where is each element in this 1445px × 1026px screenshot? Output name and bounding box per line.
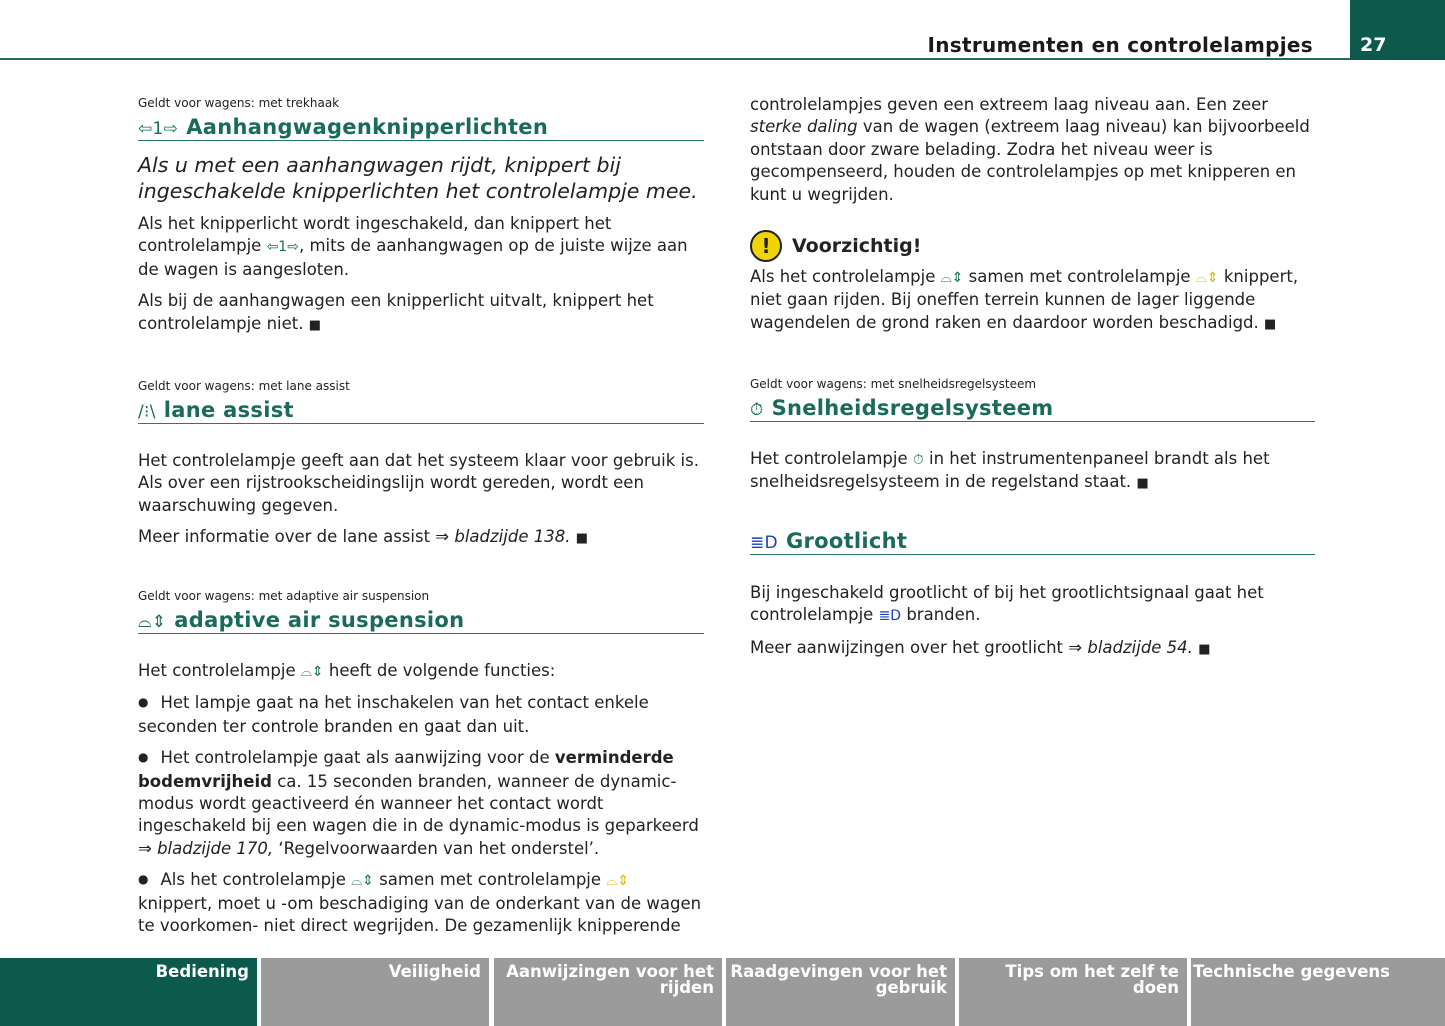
section-heading	[750, 529, 1315, 555]
section-heading	[138, 115, 704, 141]
lead-text: Als u met een aanhangwagen rijdt, knippert bij ingeschakelde knipperlichten het controlelampje mee.	[138, 153, 698, 203]
tab-tips-zelf-doen[interactable]: Tips om het zelf te doen	[959, 958, 1187, 1026]
high-beam-icon: ≣D	[750, 533, 778, 553]
page-link[interactable]: bladzijde 170,	[157, 838, 274, 858]
section-body	[138, 660, 704, 946]
end-mark: ■	[1198, 641, 1211, 657]
end-mark: ■	[1264, 316, 1277, 332]
warning-text: Als het controlelampje ⌓⇕ samen met controlelampje ⌓⇕ knippert, niet gaan rijden. Bij oneffen terrein kunnen de lager liggende wagendelen de grond raken en daardoor worden beschadigd. ■	[750, 267, 1299, 332]
end-mark: ■	[575, 531, 589, 547]
heading-text: Grootlicht	[785, 529, 908, 553]
high-beam-icon: ≣D	[878, 608, 902, 625]
tab-aanwijzingen-rijden[interactable]: Aanwijzingen voor het rijden	[494, 958, 722, 1026]
section-heading	[138, 608, 704, 634]
continued-text	[750, 94, 1316, 215]
page-link[interactable]: bladzijde 54.	[1087, 637, 1193, 657]
paragraph: Het controlelampje ⌓⇕ heeft de volgende functies:	[138, 661, 556, 680]
air-suspension-icon: ⌓⇕	[940, 270, 964, 286]
section-body	[750, 582, 1316, 670]
tab-technische-gegevens[interactable]: Technische gegevens	[1191, 958, 1445, 1026]
heading-text: lane assist	[163, 398, 294, 422]
tab-raadgevingen-gebruik[interactable]: Raadgevingen voor het gebruik	[726, 958, 955, 1026]
air-suspension-warning-icon: ⌓⇕	[1195, 270, 1219, 286]
air-suspension-icon: ⌓⇕	[300, 664, 324, 680]
paragraph: Meer aanwijzingen over het grootlicht ⇒ bladzijde 54. ■	[750, 637, 1211, 657]
page-number: 27	[1360, 34, 1387, 56]
section-body	[138, 152, 704, 346]
section-heading	[138, 398, 704, 424]
bullet-item: ● Het lampje gaat na het inschakelen van het contact enkele seconden ter controle branden en gaat dan uit.	[138, 692, 704, 738]
paragraph: Als het knipperlicht wordt ingeschakeld, dan knippert het controlelampje ⇦1⇨, mits de aanhangwagen op de juiste wijze aan de wagen is aangesloten.	[138, 214, 688, 279]
cruise-control-icon: ⏱	[912, 452, 924, 468]
cruise-control-icon: ⏱	[750, 400, 764, 420]
applies-note: Geldt voor wagens: met snelheidsregelsysteem	[750, 377, 1037, 391]
tab-bediening[interactable]: Bediening	[0, 958, 257, 1026]
bullet-item: ● Als het controlelampje ⌓⇕ samen met controlelampje ⌓⇕ knippert, moet u -om beschadiging van de onderkant van de wagen te voorkomen- niet direct wegrijden. De gezamenlijk knipperende	[138, 869, 704, 937]
paragraph: Het controlelampje ⏱ in het instrumentenpaneel brandt als het snelheidsregelsysteem in de regelstand staat. ■	[750, 449, 1270, 492]
bullet-item: ● Het controlelampje gaat als aanwijzing voor de verminderde bodemvrijheid ca. 15 seconden branden, wanneer de dynamic-modus wordt geactiveerd én wanneer het contact wordt ingeschakeld bij een wagen die in de dynamic-modus is geparkeerd ⇒ bladzijde 170, ‘Regelvoorwaarden van het onderstel’.	[138, 747, 704, 860]
end-mark: ■	[308, 317, 322, 333]
section-body	[750, 448, 1316, 505]
section-heading	[750, 396, 1315, 422]
page-link[interactable]: bladzijde 138.	[454, 527, 571, 547]
heading-text: Snelheidsregelsysteem	[771, 396, 1054, 420]
lane-assist-icon: /⁝\	[138, 402, 156, 422]
air-suspension-icon: ⌓⇕	[351, 873, 374, 890]
paragraph: Het controlelampje geeft aan dat het systeem klaar voor gebruik is. Als over een rijstrookscheidingslijn wordt gereden, wordt een waarschuwing gegeven.	[138, 451, 699, 515]
header-rule	[0, 58, 1350, 60]
heading-text: Aanhangwagenknipperlichten	[186, 115, 549, 139]
air-suspension-warning-icon: ⌓⇕	[606, 873, 630, 890]
warning-heading: ! Voorzichtig!	[750, 230, 1316, 262]
warning-box	[750, 230, 1316, 345]
paragraph: Meer informatie over de lane assist ⇒ bladzijde 138. ■	[138, 527, 589, 547]
paragraph: controlelampjes geven een extreem laag niveau aan. Een zeer sterke daling van de wagen (extreem laag niveau) kan bijvoorbeeld ontstaan door zware belading. Zodra het niveau weer is gecompenseerd, houden de controlelampjes op met knipperen en kunt u wegrijden.	[750, 95, 1310, 204]
warning-icon: !	[750, 230, 782, 262]
paragraph: Als bij de aanhangwagen een knipperlicht uitvalt, knippert het controlelampje niet. ■	[138, 291, 654, 333]
applies-note: Geldt voor wagens: met trekhaak	[138, 96, 340, 110]
chapter-title: Instrumenten en controlelampjes	[927, 33, 1313, 57]
applies-note: Geldt voor wagens: met lane assist	[138, 379, 350, 393]
paragraph: Bij ingeschakeld grootlicht of bij het grootlichtsignaal gaat het controlelampje ≣D branden.	[750, 583, 1264, 625]
applies-note: Geldt voor wagens: met adaptive air suspension	[138, 589, 430, 603]
trailer-indicator-icon: ⇦1⇨	[266, 239, 299, 256]
page-number-box	[1350, 0, 1445, 60]
heading-text: adaptive air suspension	[174, 608, 465, 632]
trailer-indicator-icon: ⇦1⇨	[138, 119, 179, 139]
section-body	[138, 450, 704, 560]
tab-veiligheid[interactable]: Veiligheid	[261, 958, 489, 1026]
end-mark: ■	[1136, 476, 1149, 492]
air-suspension-icon: ⌓⇕	[138, 612, 167, 632]
